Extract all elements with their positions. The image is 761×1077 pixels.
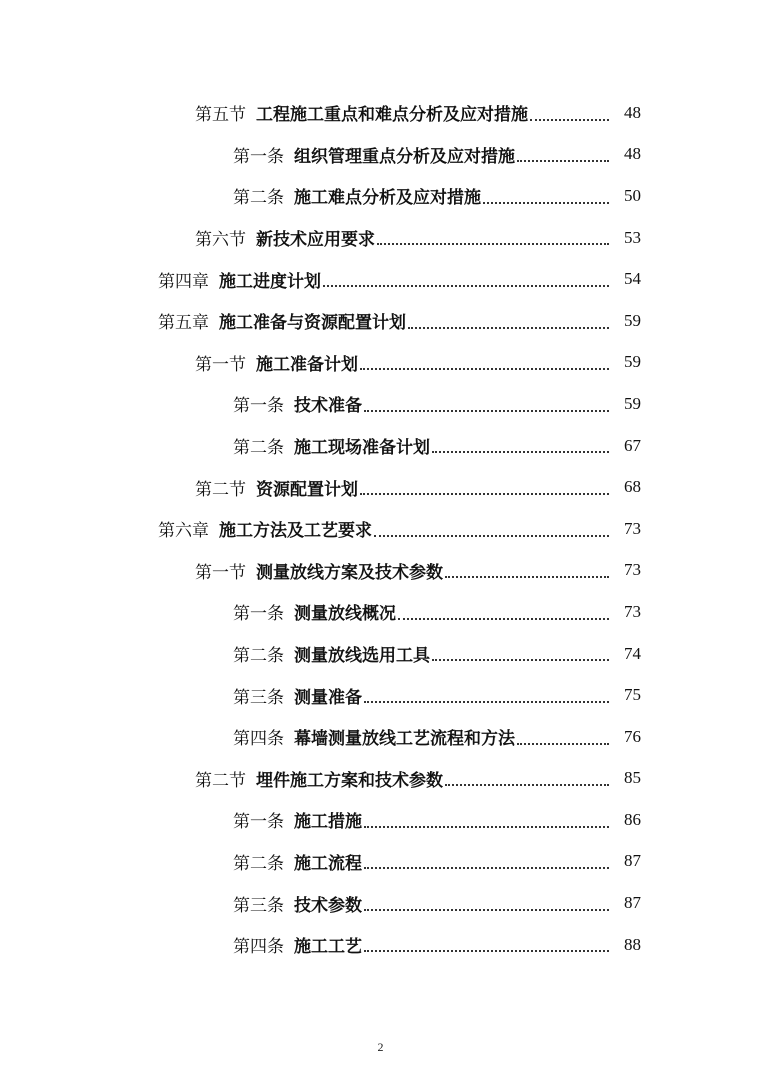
dot-leader (364, 700, 609, 703)
toc-entry-title: 测量放线选用工具 (294, 646, 430, 667)
toc-entry-page: 59 (624, 352, 641, 372)
toc-entry-title: 施工现场准备计划 (294, 438, 430, 459)
toc-entry-title: 测量放线概况 (294, 604, 396, 625)
dot-leader (432, 450, 609, 453)
toc-entry[interactable] (0, 383, 761, 425)
toc-entry-title: 施工准备与资源配置计划 (219, 313, 406, 334)
table-of-contents (0, 92, 761, 965)
toc-entry-page: 88 (624, 934, 641, 954)
toc-entry-title: 埋件施工方案和技术参数 (256, 770, 443, 791)
toc-entry-number: 第一条 (233, 812, 284, 833)
toc-entry-number: 第二条 (233, 188, 284, 209)
dot-leader (517, 742, 609, 745)
toc-entry-title: 技术准备 (294, 396, 362, 417)
toc-entry-number: 第三条 (233, 687, 284, 708)
toc-entry-page: 87 (624, 893, 641, 913)
toc-entry[interactable] (0, 716, 761, 758)
toc-entry-title: 施工难点分析及应对措施 (294, 188, 481, 209)
toc-entry-number: 第六章 (158, 521, 209, 542)
toc-entry-page: 73 (624, 518, 641, 538)
dot-leader (445, 783, 609, 786)
toc-entry[interactable] (0, 924, 761, 966)
toc-entry-page: 73 (624, 560, 641, 580)
dot-leader (483, 201, 609, 204)
toc-entry[interactable] (0, 134, 761, 176)
toc-entry-title: 施工准备计划 (256, 354, 358, 375)
toc-entry-page: 76 (624, 726, 641, 746)
dot-leader (517, 159, 609, 162)
toc-entry-page: 50 (624, 185, 641, 205)
toc-entry-number: 第二节 (195, 770, 246, 791)
toc-entry-title: 测量准备 (294, 687, 362, 708)
toc-entry[interactable] (0, 425, 761, 467)
toc-entry-number: 第二节 (195, 479, 246, 500)
dot-leader (364, 908, 609, 911)
toc-entry-number: 第一条 (233, 146, 284, 167)
dot-leader (360, 367, 609, 370)
toc-entry[interactable] (0, 92, 761, 134)
toc-entry-page: 73 (624, 601, 641, 621)
toc-entry-number: 第四章 (158, 271, 209, 292)
dot-leader (364, 949, 609, 952)
toc-entry-page: 74 (624, 643, 641, 663)
toc-entry[interactable] (0, 633, 761, 675)
toc-entry-page: 86 (624, 809, 641, 829)
toc-entry-page: 75 (624, 685, 641, 705)
toc-entry[interactable] (0, 550, 761, 592)
toc-entry-number: 第二条 (233, 438, 284, 459)
toc-entry-number: 第五章 (158, 313, 209, 334)
dot-leader (432, 658, 609, 661)
dot-leader (408, 326, 609, 329)
dot-leader (364, 866, 609, 869)
toc-entry-title: 施工工艺 (294, 937, 362, 958)
toc-entry-page: 59 (624, 310, 641, 330)
toc-entry-page: 87 (624, 851, 641, 871)
dot-leader (364, 825, 609, 828)
toc-entry[interactable] (0, 175, 761, 217)
toc-entry-title: 工程施工重点和难点分析及应对措施 (256, 105, 528, 126)
toc-entry-page: 59 (624, 393, 641, 413)
toc-entry-number: 第四条 (233, 729, 284, 750)
toc-entry-title: 施工进度计划 (219, 271, 321, 292)
toc-entry-page: 54 (624, 269, 641, 289)
toc-entry[interactable] (0, 217, 761, 259)
toc-entry-title: 施工流程 (294, 853, 362, 874)
toc-entry-title: 施工方法及工艺要求 (219, 521, 372, 542)
dot-leader (323, 284, 609, 287)
dot-leader (398, 617, 609, 620)
toc-entry-number: 第六节 (195, 230, 246, 251)
toc-entry-number: 第一条 (233, 604, 284, 625)
toc-entry[interactable] (0, 466, 761, 508)
toc-entry[interactable] (0, 758, 761, 800)
toc-entry-page: 85 (624, 768, 641, 788)
toc-entry[interactable] (0, 508, 761, 550)
toc-entry[interactable] (0, 258, 761, 300)
toc-entry-title: 测量放线方案及技术参数 (256, 562, 443, 583)
dot-leader (530, 118, 609, 121)
toc-entry[interactable] (0, 799, 761, 841)
toc-entry-page: 53 (624, 227, 641, 247)
toc-entry-number: 第三条 (233, 895, 284, 916)
toc-entry-number: 第一节 (195, 562, 246, 583)
toc-entry[interactable] (0, 342, 761, 384)
toc-entry-title: 幕墙测量放线工艺流程和方法 (294, 729, 515, 750)
dot-leader (360, 492, 609, 495)
dot-leader (374, 534, 609, 537)
toc-entry-number: 第四条 (233, 937, 284, 958)
toc-entry-title: 技术参数 (294, 895, 362, 916)
page-number: 2 (377, 1040, 384, 1054)
toc-entry-number: 第二条 (233, 646, 284, 667)
toc-entry-title: 施工措施 (294, 812, 362, 833)
dot-leader (377, 242, 609, 245)
dot-leader (445, 575, 609, 578)
toc-entry-number: 第二条 (233, 853, 284, 874)
dot-leader (364, 409, 609, 412)
toc-entry-title: 新技术应用要求 (256, 230, 375, 251)
toc-entry[interactable] (0, 674, 761, 716)
toc-entry-page: 48 (624, 144, 641, 164)
toc-entry-number: 第一节 (195, 354, 246, 375)
toc-entry-page: 48 (624, 102, 641, 122)
toc-entry[interactable] (0, 882, 761, 924)
toc-entry-page: 67 (624, 435, 641, 455)
toc-entry[interactable] (0, 300, 761, 342)
toc-entry-number: 第五节 (195, 105, 246, 126)
toc-entry-number: 第一条 (233, 396, 284, 417)
toc-entry[interactable] (0, 591, 761, 633)
toc-entry-title: 资源配置计划 (256, 479, 358, 500)
toc-entry-page: 68 (624, 477, 641, 497)
toc-entry-title: 组织管理重点分析及应对措施 (294, 146, 515, 167)
toc-entry[interactable] (0, 841, 761, 883)
